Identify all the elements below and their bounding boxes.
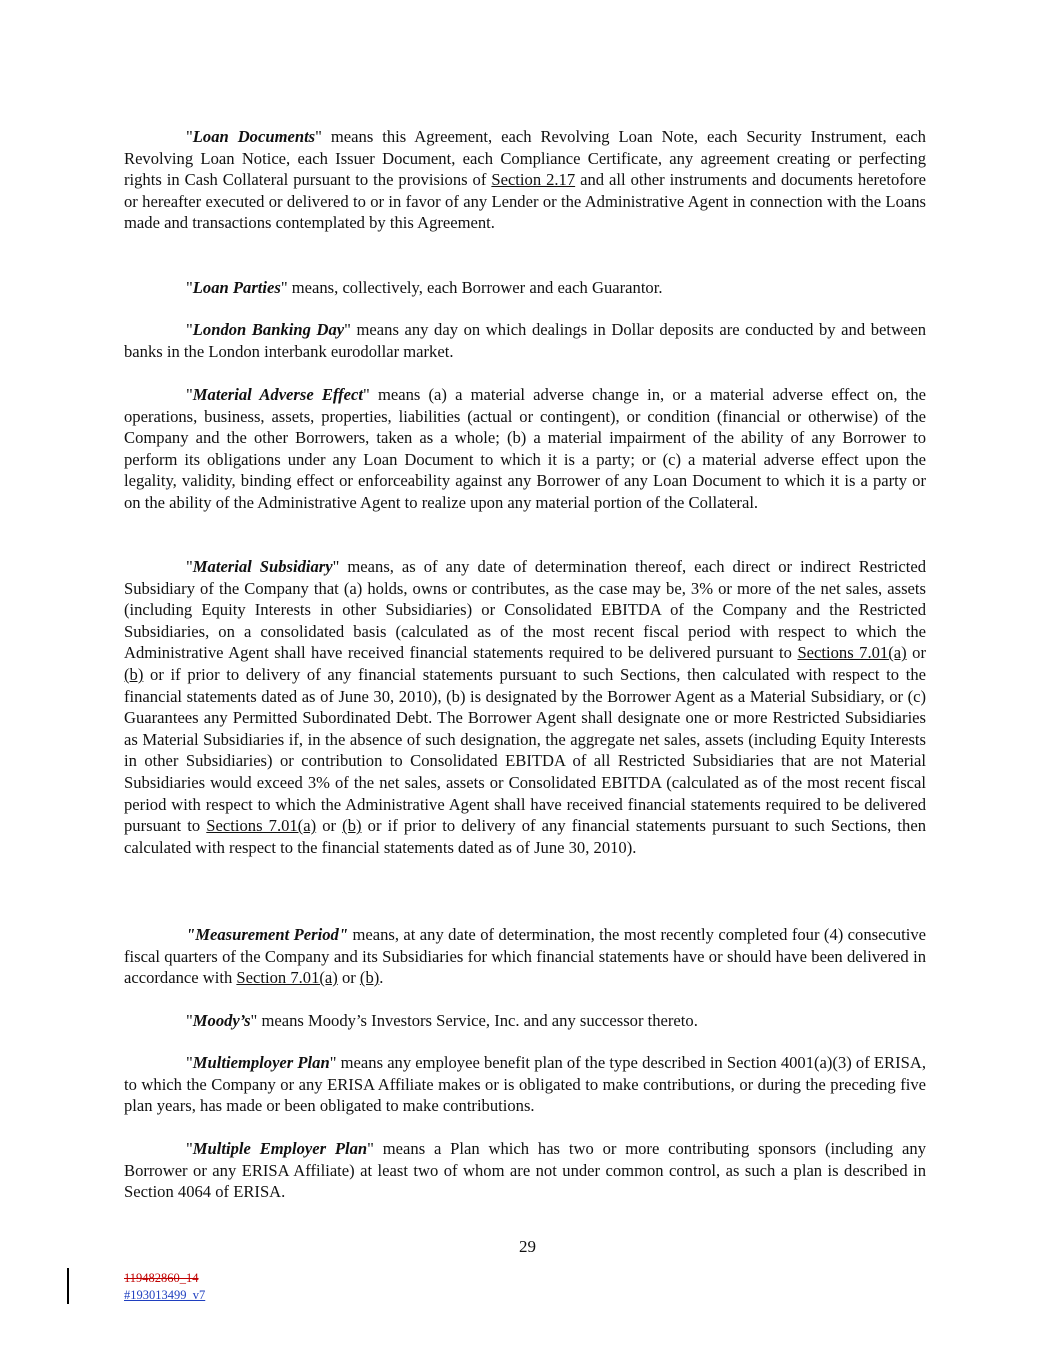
definition-loan-documents: "Loan Documents" means this Agreement, each Revolving Loan Note, each Security Instrument, each Revolving Loan Notice, each Issuer Document, each Compliance Certificate, any agreement creating or perfecting rights in Cash Collateral pursuant to the provisions of Section 2.17 and all other instruments and documents heretofore or hereafter executed or delivered to or in favor of any Lender or the Administrative Agent in connection with the Loans made and transactions contemplated by this Agreement. xyxy=(124,127,927,233)
defined-term: Multiemployer Plan xyxy=(192,1053,330,1072)
definition-material-subsidiary: "Material Subsidiary" means, as of any date of determination thereof, each direct or indirect Restricted Subsidiary of the Company that (a) holds, owns or contributes, as the case may be, 3% or more of the net sales, assets (including Equity Interests in other Subsidiaries) or Consolidated EBITDA of the Company and the Restricted Subsidiaries, on a consolidated basis (calculated as of the most recent fiscal period with respect to which the Administrative Agent shall have received financial statements required to be delivered pursuant to Sections 7.01(a) or (b) or if prior to delivery of any financial statements pursuant to such Sections, then calculated with respect to the financial statements dated as of June 30, 2010), (b) is designated by the Borrower Agent as a Material Subsidiary, or (c) Guarantees any Permitted Subordinated Debt. The Borrower Agent shall designate one or more Restricted Subsidiaries as Material Subsidiaries if, in the absence of such designation, the aggregate net sales, assets (including Equity Interests in other Subsidiaries) or contribution to Consolidated EBITDA of all Restricted Subsidiaries that are not Material Subsidiaries would exceed 3% of the net sales, assets or Consolidated EBITDA (calculated as of the most recent fiscal period with respect to which the Administrative Agent shall have received financial statements required to be delivered pursuant to Sections 7.01(a) or (b) or if prior to delivery of any financial statements pursuant to such Sections, then calculated with respect to the financial statements dated as of June 30, 2010). xyxy=(124,557,927,857)
definition-material-adverse-effect: "Material Adverse Effect" means (a) a material adverse change in, or a material adverse effect on, the operations, business, assets, properties, liabilities (actual or contingent), or condition (financial or otherwise) of the Company and the other Borrowers, taken as a whole; (b) a material impairment of the ability of any Borrower to perform its obligations under any Loan Document to which it is a party; or (c) a material adverse effect upon the legality, validity, binding effect or enforceability against any Borrower of any Loan Document to which it is a party or on the ability of the Administrative Agent to realize upon any material portion of the Collateral. xyxy=(124,385,926,512)
definition-multiemployer-plan: "Multiemployer Plan" means any employee benefit plan of the type described in Section 4001(a)(3) of ERISA, to which the Company or any ERISA Affiliate makes or is obligated to make contributions, or during the preceding five plan years, has made or been obligated to make contributions. xyxy=(124,1053,926,1116)
definition-measurement-period: "Measurement Period" means, at any date of determination, the most recently completed four (4) consecutive fiscal quarters of the Company and its Subsidiaries for which financial statements have or should have been delivered in accordance with Section 7.01(a) or (b). xyxy=(124,925,926,988)
section-reference: Section 2.17 xyxy=(491,170,576,190)
defined-term: Loan Parties xyxy=(192,278,281,297)
defined-term: Moody’s xyxy=(192,1011,251,1030)
inserted-document-id: #193013499_v7 xyxy=(124,1288,206,1302)
page-number: 29 xyxy=(519,1237,536,1256)
definition-multiple-employer-plan: "Multiple Employer Plan" means a Plan which has two or more contributing sponsors (including any Borrower or any ERISA Affiliate) at least two of whom are not under common control, as such a plan is described in Section 4064 of ERISA. xyxy=(124,1139,926,1202)
defined-term: Loan Documents xyxy=(192,127,316,146)
section-reference: (b) xyxy=(359,968,380,988)
definition-loan-parties: "Loan Parties" means, collectively, each Borrower and each Guarantor. xyxy=(186,278,663,297)
defined-term: Multiple Employer Plan xyxy=(192,1139,368,1158)
section-reference: Section 7.01(a) xyxy=(236,968,338,988)
section-reference: (b) xyxy=(124,664,144,684)
section-reference: Sections 7.01(a) xyxy=(797,643,907,663)
defined-term: Material Adverse Effect xyxy=(192,385,364,404)
change-bar xyxy=(67,1268,69,1304)
definition-moodys: "Moody’s" means Moody’s Investors Service, Inc. and any successor thereto. xyxy=(186,1011,698,1030)
defined-term: Material Subsidiary xyxy=(192,557,333,576)
deleted-document-id: 119482860_14 xyxy=(124,1271,199,1285)
section-reference: (b) xyxy=(342,816,362,836)
defined-term: London Banking Day xyxy=(192,320,345,339)
definition-london-banking-day: "London Banking Day" means any day on which dealings in Dollar deposits are conducted by and between banks in the London interbank eurodollar market. xyxy=(124,320,926,361)
defined-term: "Measurement Period" xyxy=(186,925,349,944)
section-reference: Sections 7.01(a) xyxy=(206,816,317,836)
